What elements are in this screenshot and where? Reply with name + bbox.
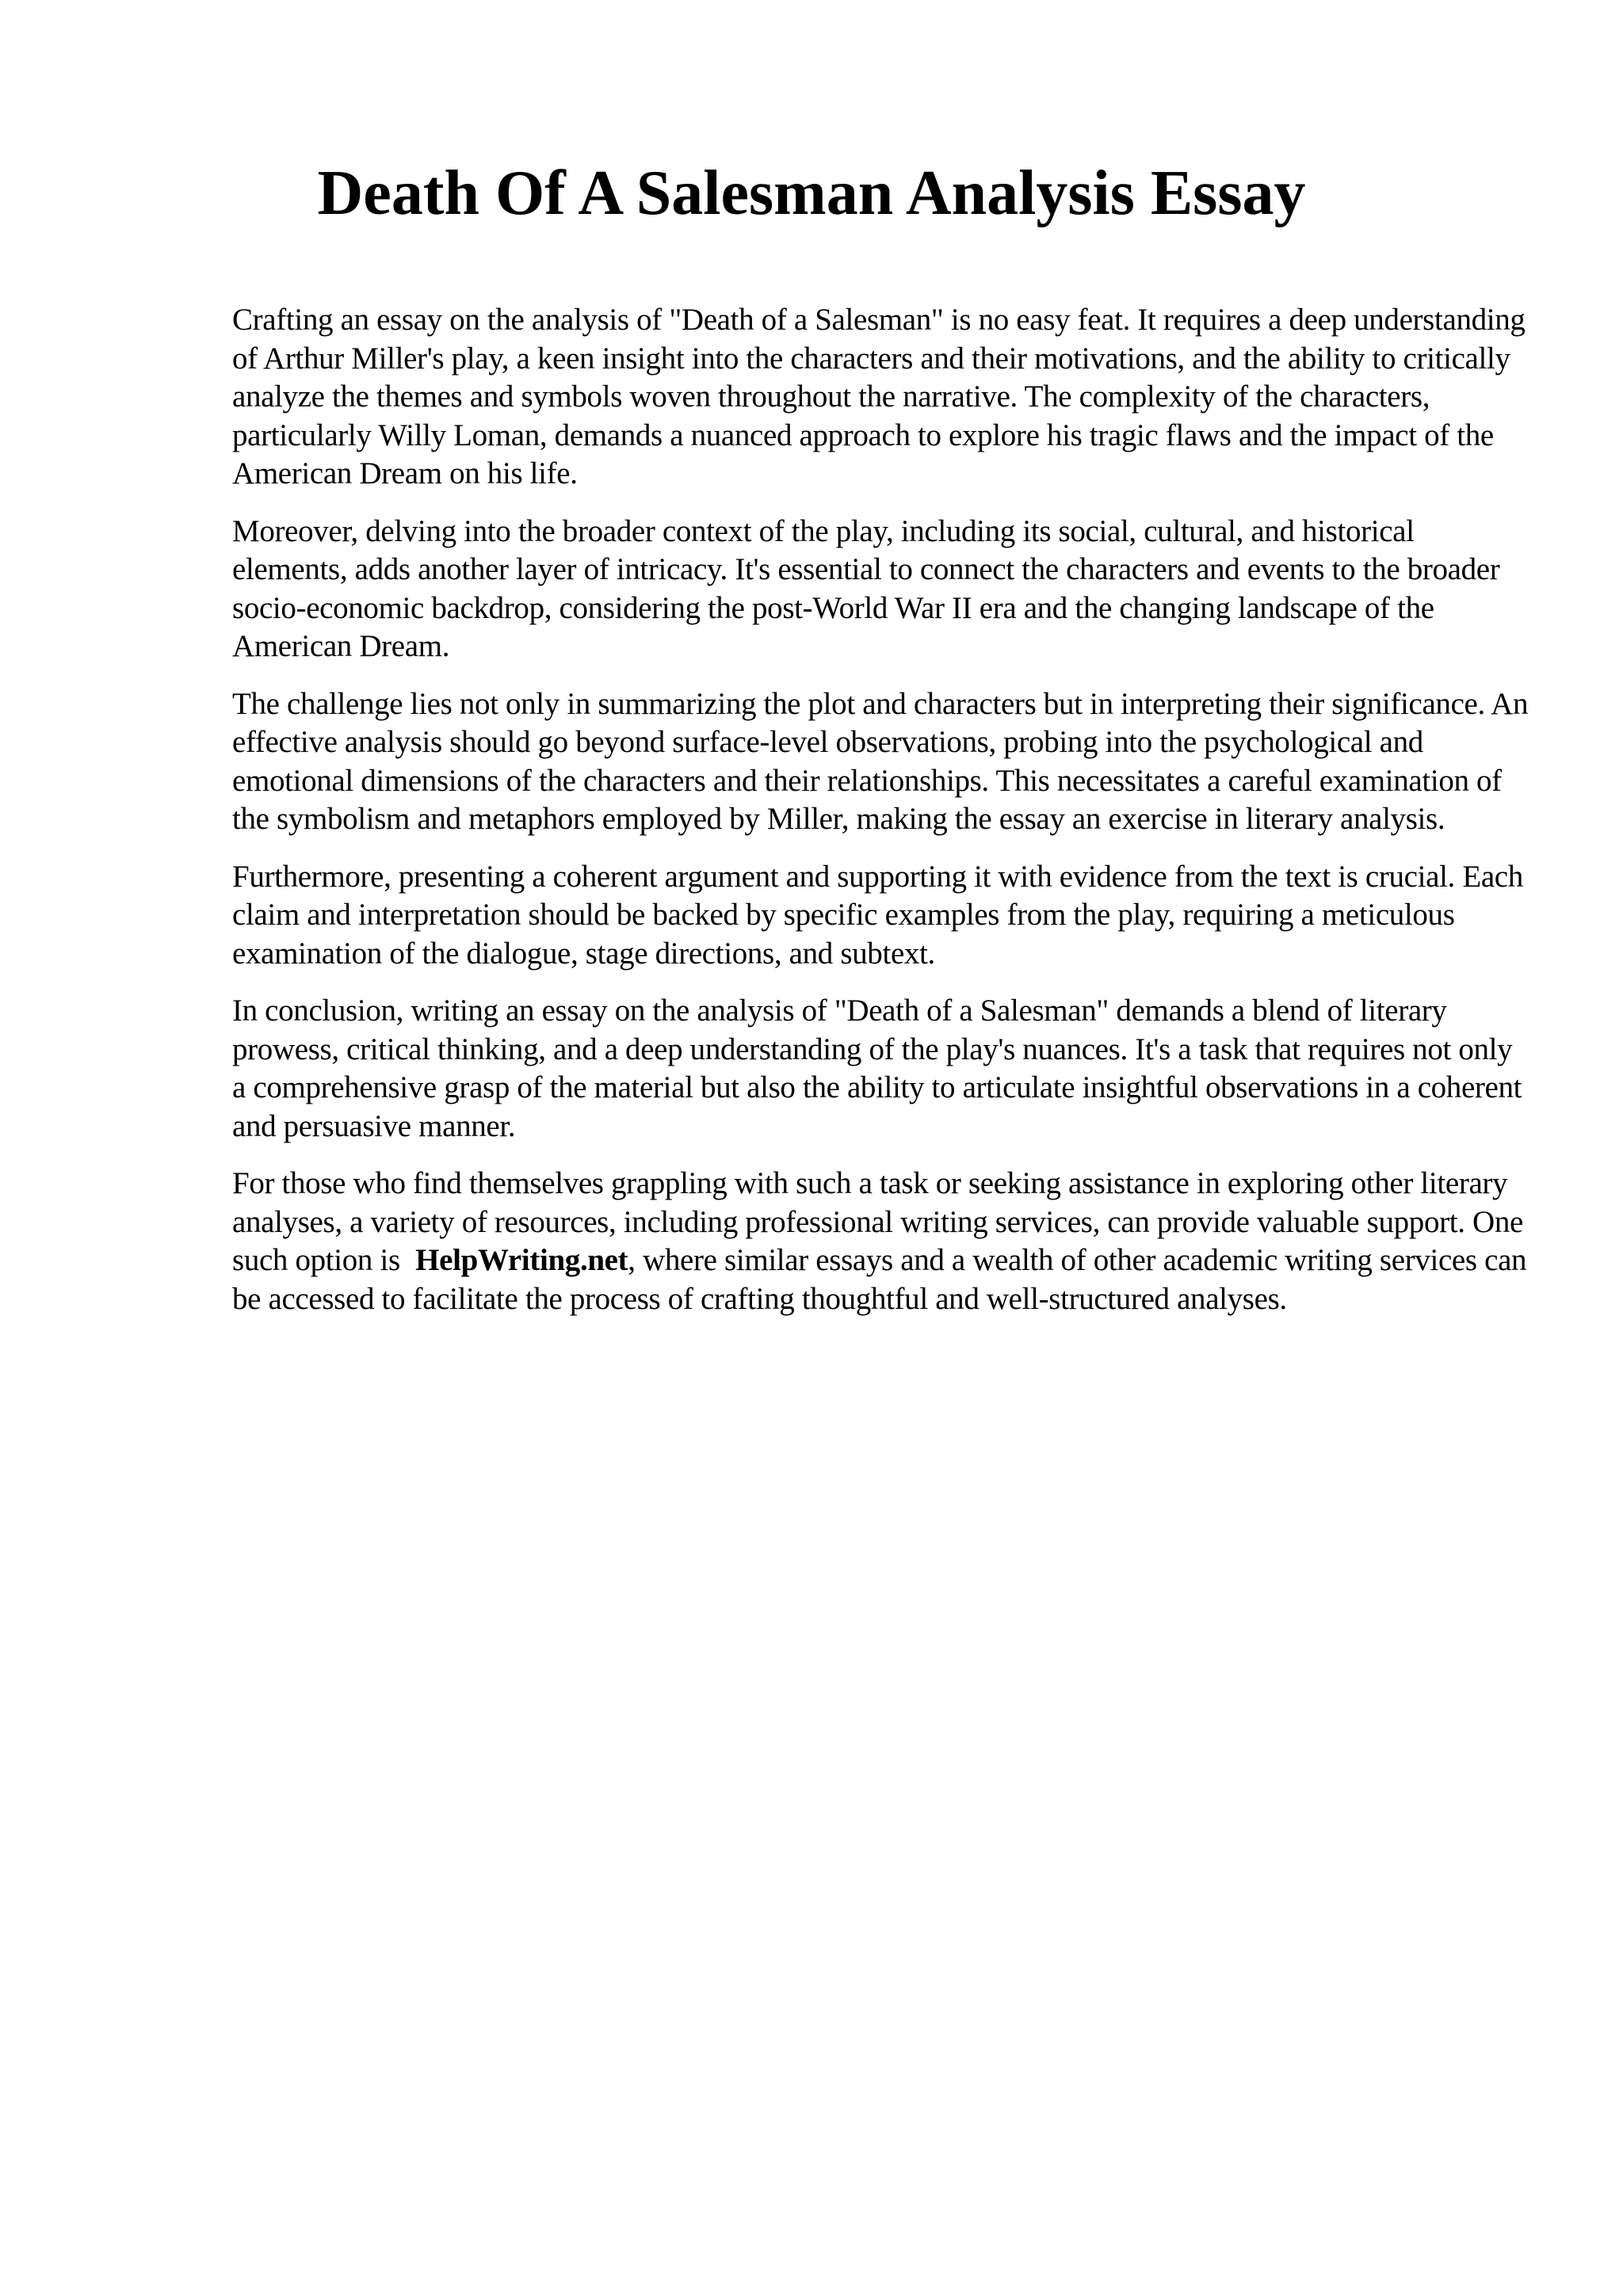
document-body — [232, 301, 1532, 1318]
paragraph-4: Furthermore, presenting a coherent argument and supporting it with evidence from the text is crucial. Each claim and interpretation should be backed by specific examples from the play, requiring a meticulous examination of the dialogue, stage directions, and subtext. — [232, 859, 1523, 971]
paragraph-1: Crafting an essay on the analysis of "Death of a Salesman" is no easy feat. It requires a deep understanding of Arthur Miller's play, a keen insight into the characters and their motivations, and the ability to critically analyze the themes and symbols woven throughout the narrative. The complexity of the characters, particularly Willy Loman, demands a nuanced approach to explore his tragic flaws and the impact of the American Dream on his life. — [232, 303, 1526, 490]
paragraph-2: Moreover, delving into the broader context of the play, including its social, cultural, and historical elements, adds another layer of intricacy. It's essential to connect the characters and events to the broader socio-economic backdrop, considering the post-World War II era and the changing landscape of the American Dream. — [232, 513, 1500, 663]
paragraph-6 — [232, 1165, 1532, 1318]
paragraph-5: In conclusion, writing an essay on the analysis of "Death of a Salesman" demands a blend of literary prowess, critical thinking, and a deep understanding of the play's nuances. It's a task that requires not only a comprehensive grasp of the material but also the ability to articulate insightful observations in a coherent and persuasive manner. — [232, 994, 1522, 1143]
paragraph-3: The challenge lies not only in summarizing the plot and characters but in interpreting their significance. An effective analysis should go beyond surface-level observations, probing into the psychological and emotional dimensions of the characters and their relationships. This necessitates a careful examination of the symbolism and metaphors employed by Miller, making the essay an exercise in literary analysis. — [232, 686, 1529, 836]
document-title: Death Of A Salesman Analysis Essay — [317, 158, 1306, 228]
helpwriting-link[interactable]: HelpWriting.net — [415, 1243, 628, 1277]
paragraph-6-text-after-link: , where similar essays and a wealth of other academic writing services can be accessed to facilitate the process of crafting thoughtful and well-structured analyses. — [232, 1243, 1527, 1316]
paragraph-6-text-before-link: For those who find themselves grappling with such a task or seeking assistance in exploring other literary analyses, a variety of resources, including professional writing services, can provide valuable support. One such option is — [232, 1166, 1523, 1277]
